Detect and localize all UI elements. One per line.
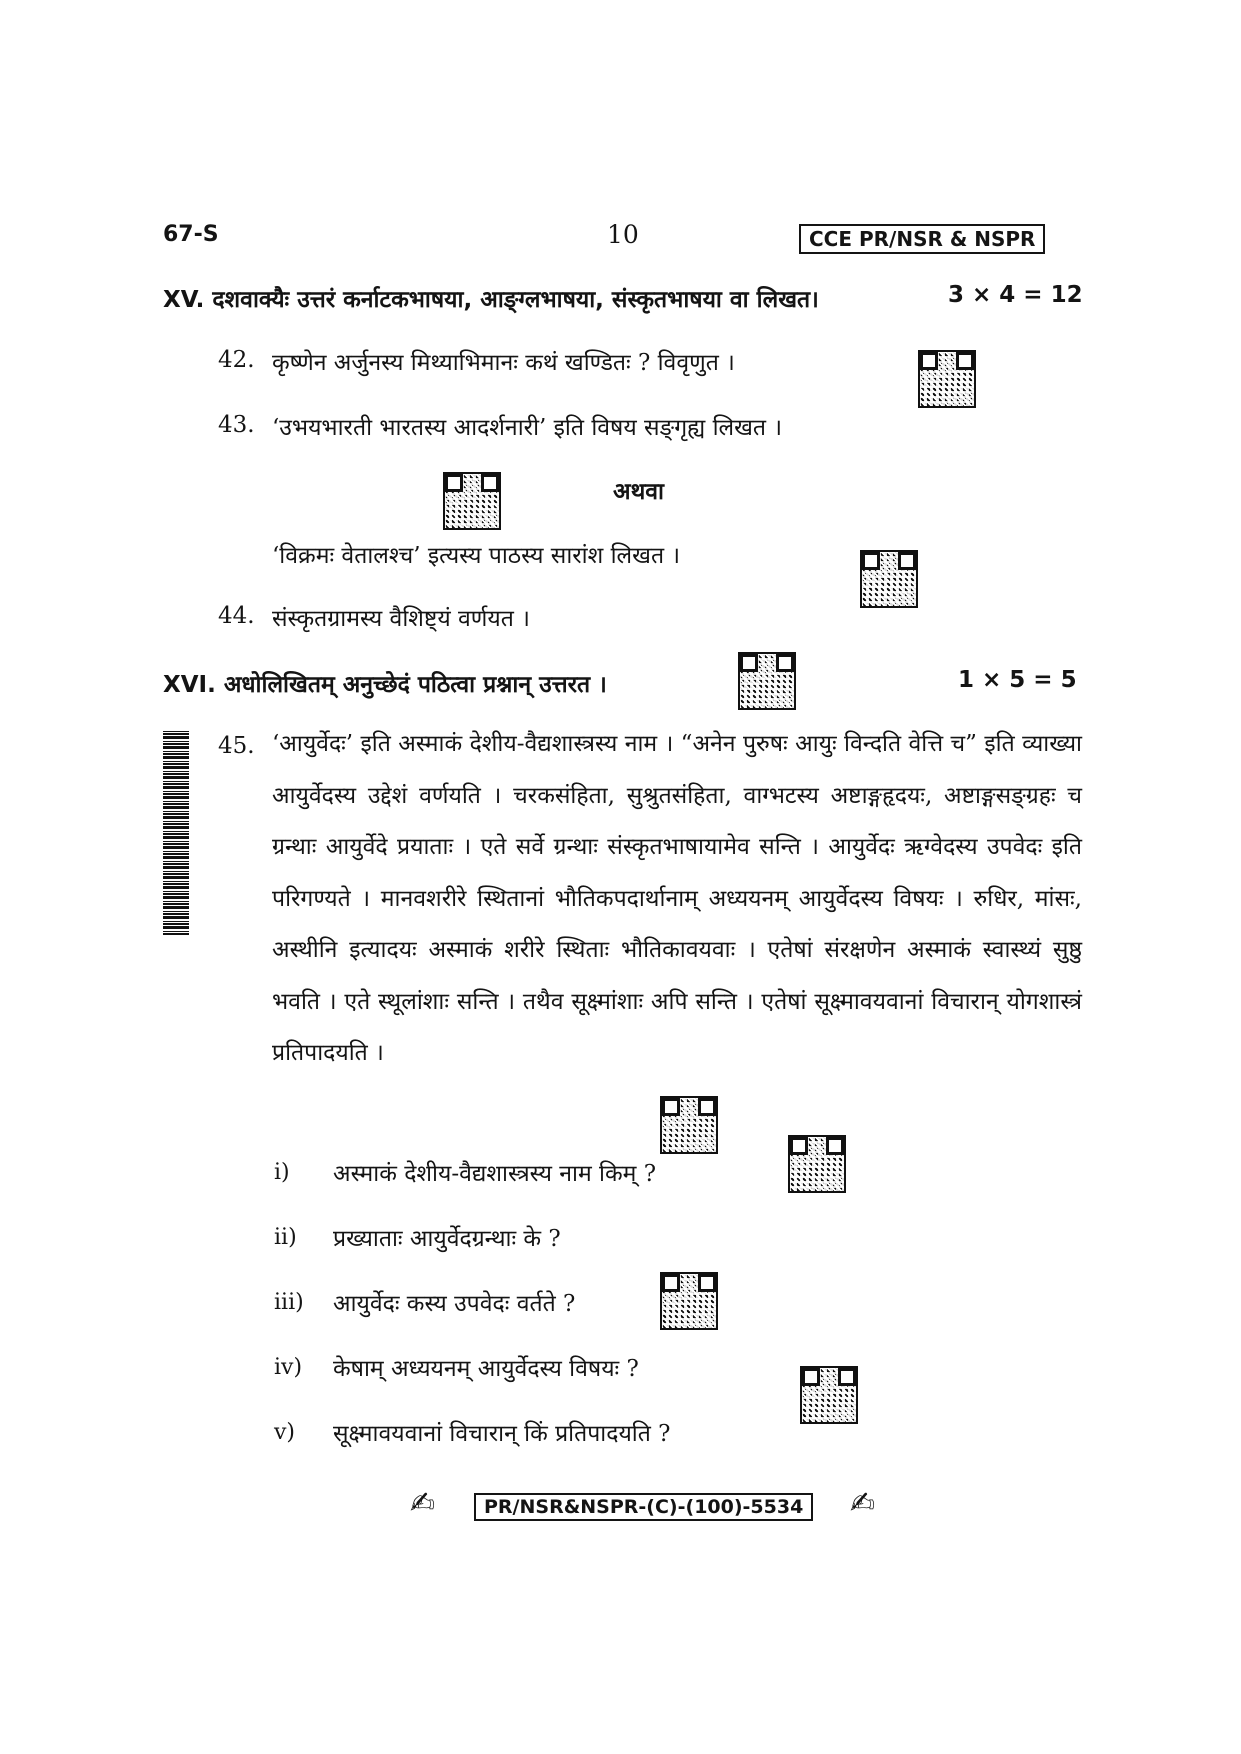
subq-3-number: iii) [274, 1290, 304, 1315]
footer-code-box: PR/NSR&NSPR-(C)-(100)-5534 [474, 1493, 813, 1521]
qr-code-section-xvi [738, 652, 796, 710]
side-barcode [163, 730, 189, 935]
section-xvi-marks: 1 × 5 = 5 [958, 667, 1077, 693]
subq-5-text: सूक्ष्मावयवानां विचारान् किं प्रतिपादयति ? [333, 1421, 671, 1447]
subq-2-text: प्रख्याताः आयुर्वेदग्रन्थाः के ? [333, 1226, 561, 1252]
or-label: अथवा [613, 478, 665, 505]
qr-code-q43 [443, 472, 501, 530]
subq-4-number: iv) [274, 1355, 303, 1380]
q43-text: ‘उभयभारती भारतस्य आदर्शनारी’ इति विषय सङ्गृह्य लिखत । [272, 415, 783, 441]
pen-icon-right: ✍ [850, 1486, 876, 1521]
q43-alternative-text: ‘विक्रमः वेतालश्च’ इत्यस्य पाठस्य सारांश लिखत । [272, 543, 681, 569]
subq-1-text: अस्माकं देशीय-वैद्यशास्त्रस्य नाम किम् ? [333, 1161, 657, 1187]
section-xv-marks: 3 × 4 = 12 [948, 282, 1083, 308]
page-number: 10 [607, 220, 639, 249]
subq-5-number: v) [274, 1420, 296, 1445]
qr-code-subq-4 [800, 1366, 858, 1424]
qr-code-subq-1 [788, 1135, 846, 1193]
exam-code-box: CCE PR/NSR & NSPR [799, 224, 1045, 254]
q43-number: 43. [218, 412, 255, 438]
qr-code-q42 [918, 350, 976, 408]
subq-4-text: केषाम् अध्ययनम् आयुर्वेदस्य विषयः ? [333, 1356, 639, 1382]
q44-text: संस्कृतग्रामस्य वैशिष्ट्यं वर्णयत । [272, 606, 530, 632]
qr-code-q43-alt [860, 550, 918, 608]
paper-code: 67-S [163, 222, 219, 247]
subq-3-text: आयुर्वेदः कस्य उपवेदः वर्तते ? [333, 1291, 576, 1317]
pen-icon-left: ✍ [410, 1486, 436, 1521]
subq-1-number: i) [274, 1160, 290, 1185]
qr-code-passage [660, 1096, 718, 1154]
q42-text: कृष्णेन अर्जुनस्य मिथ्याभिमानः कथं खण्डितः ? विवृणुत । [272, 350, 735, 376]
section-xvi-title: XVI. अधोलिखितम् अनुच्छेदं पठित्वा प्रश्नान् उत्तरत । [163, 672, 607, 698]
qr-code-subq-3 [660, 1272, 718, 1330]
subq-2-number: ii) [274, 1225, 297, 1250]
q45-passage: ‘आयुर्वेदः’ इति अस्माकं देशीय-वैद्यशास्त्रस्य नाम । “अनेन पुरुषः आयुः विन्दति वेत्ति च” इति व्याख्या आयुर्वेदस्य उद्देशं वर्णयति । चरकसंहिता, सुश्रुतसंहिता, वाग्भटस्य अष्टाङ्गहृदयः, अष्टाङ्गसङ्ग्रहः च ग्रन्थाः आयुर्वेदे प्रयाताः । एते सर्वे ग्रन्थाः संस्कृतभाषायामेव सन्ति । आयुर्वेदः ऋग्वेदस्य उपवेदः इति परिगण्यते । मानवशरीरे स्थितानां भौतिकपदार्थानाम् अध्ययनम् आयुर्वेदस्य विषयः । रुधिर, मांसः, अस्थीनि इत्यादयः अस्माकं शरीरे स्थिताः भौतिकावयवाः । एतेषां संरक्षणेन अस्माकं स्वास्थ्यं सुष्ठु भवति । एते स्थूलांशाः सन्ति । तथैव सूक्ष्मांशाः अपि सन्ति । एतेषां सूक्ष्मावयवानां विचारान् योगशास्त्रं प्रतिपादयति । [272, 731, 1082, 1066]
q42-number: 42. [218, 347, 255, 373]
q45-number: 45. [218, 733, 255, 759]
q44-number: 44. [218, 603, 255, 629]
section-xv-title: XV. दशवाक्यैः उत्तरं कर्नाटकभाषया, आङ्ग्लभाषया, संस्कृतभाषया वा लिखत। [163, 287, 819, 313]
